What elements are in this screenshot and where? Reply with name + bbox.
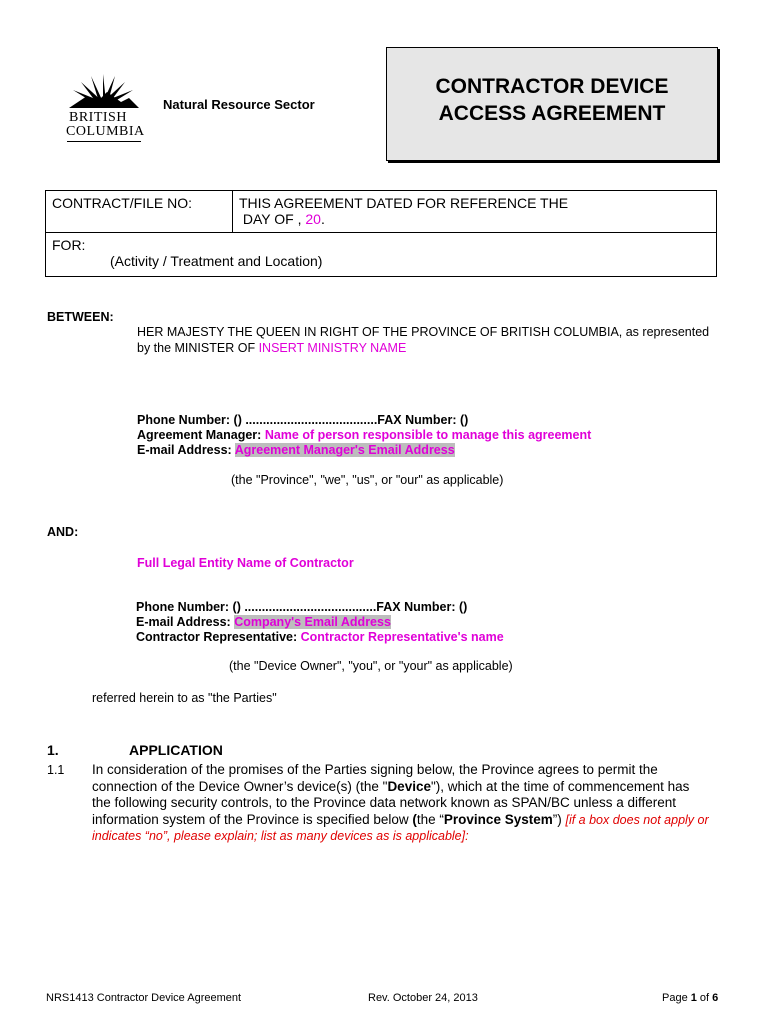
- contractor-entity-name: Full Legal Entity Name of Contractor: [137, 556, 354, 570]
- agreement-date-suffix: .: [320, 211, 325, 227]
- agreement-date-cell: [233, 191, 717, 233]
- section-heading: APPLICATION: [129, 742, 223, 758]
- logo-text-british: BRITISH: [69, 110, 127, 125]
- footer-page-of: of: [696, 992, 713, 1004]
- contractor-rep-line: [136, 630, 504, 645]
- for-cell: [46, 233, 717, 277]
- contractor-alias: (the "Device Owner", "you", or "your" as applicable): [229, 659, 513, 673]
- agreement-manager-line: [137, 428, 591, 443]
- clause-line-2b: "), which at the time of commencement has: [430, 778, 690, 794]
- title-line-2: ACCESS AGREEMENT: [438, 102, 666, 125]
- footer-page-prefix: Page: [662, 992, 691, 1004]
- province-contact-block: [137, 413, 591, 458]
- agreement-date-year: 20: [305, 211, 321, 227]
- clause-line-2a: connection of the Device Owner’s device(s) (the ": [92, 778, 388, 794]
- clause-line-4a: information system of the Province is specified below: [92, 811, 413, 827]
- clause-open-paren: (: [412, 811, 417, 827]
- for-value: (Activity / Treatment and Location): [110, 253, 323, 269]
- clause-line-1: In consideration of the promises of the Parties signing below, the Province agrees to permit the: [92, 762, 658, 777]
- agreement-date-line-1: THIS AGREEMENT DATED FOR REFERENCE THE: [239, 195, 569, 211]
- province-email-label: E-mail Address:: [137, 443, 235, 457]
- device-term: Device: [387, 778, 431, 794]
- document-title-box: [386, 47, 718, 161]
- agreement-manager-value: Name of person responsible to manage this agreement: [264, 428, 592, 442]
- sector-name: Natural Resource Sector: [163, 97, 315, 112]
- clause-note-line-2: indicates “no”, please explain; list as many devices as is applicable]:: [92, 829, 469, 843]
- title-line-1: CONTRACTOR DEVICE: [435, 75, 669, 98]
- footer-page-total: 6: [712, 992, 719, 1004]
- section-number: 1.: [47, 742, 59, 758]
- sun-mountain-emblem-icon: [63, 72, 143, 112]
- province-party-line-1: HER MAJESTY THE QUEEN IN RIGHT OF THE PROVINCE OF BRITISH COLUMBIA, as represented: [137, 325, 710, 339]
- agreement-date-day: DAY OF ,: [242, 211, 306, 227]
- contract-info-table: [45, 190, 717, 277]
- logo-text-columbia: COLUMBIA: [66, 124, 145, 139]
- province-party: [137, 324, 709, 356]
- ministry-name: INSERT MINISTRY NAME: [258, 341, 407, 355]
- for-label: FOR:: [52, 237, 86, 253]
- contract-file-label: CONTRACT/FILE NO:: [52, 195, 193, 211]
- clause-line-3: the following security controls, to the Province data network known as SPAN/BC unless a different: [92, 795, 677, 810]
- agreement-manager-label: Agreement Manager:: [137, 428, 265, 442]
- contractor-email-value: Company's Email Address: [234, 615, 391, 629]
- clause-line-4b: the “: [416, 811, 444, 827]
- document-title: [387, 73, 717, 127]
- footer-form-name: NRS1413 Contractor Device Agreement: [46, 992, 242, 1004]
- footer-revision: Rev. October 24, 2013: [368, 992, 478, 1004]
- clause-note-line-1: [if a box does not apply or: [565, 812, 709, 827]
- logo-underline: [67, 141, 141, 142]
- contractor-contact-block: [136, 600, 504, 645]
- contractor-email-label: E-mail Address:: [136, 615, 235, 629]
- parties-note: referred herein to as "the Parties": [92, 691, 277, 705]
- clause-1-1-text: [92, 762, 732, 845]
- contract-file-cell: [46, 191, 233, 233]
- contractor-phone-fax: Phone Number: () ......................................FAX Number: (): [136, 600, 468, 614]
- province-phone-fax: Phone Number: () ......................................FAX Number: (): [137, 413, 469, 427]
- province-email-value: Agreement Manager's Email Address: [234, 443, 455, 457]
- bc-logo: [63, 72, 153, 146]
- between-label: BETWEEN:: [47, 310, 114, 324]
- province-system-term: Province System: [443, 811, 553, 827]
- province-party-line-2: by the MINISTER OF: [137, 341, 259, 355]
- and-label: AND:: [47, 525, 79, 539]
- clause-number: 1.1: [47, 763, 65, 777]
- contractor-email-line: [136, 615, 504, 630]
- footer-page-number: [662, 992, 718, 1004]
- footer-page-current: 1: [690, 992, 697, 1004]
- province-email-line: [137, 443, 591, 458]
- contractor-rep-value: Contractor Representative's name: [300, 630, 504, 644]
- clause-line-4c: ”): [552, 811, 566, 827]
- province-alias: (the "Province", "we", "us", or "our" as applicable): [231, 473, 504, 487]
- contractor-rep-label: Contractor Representative:: [136, 630, 301, 644]
